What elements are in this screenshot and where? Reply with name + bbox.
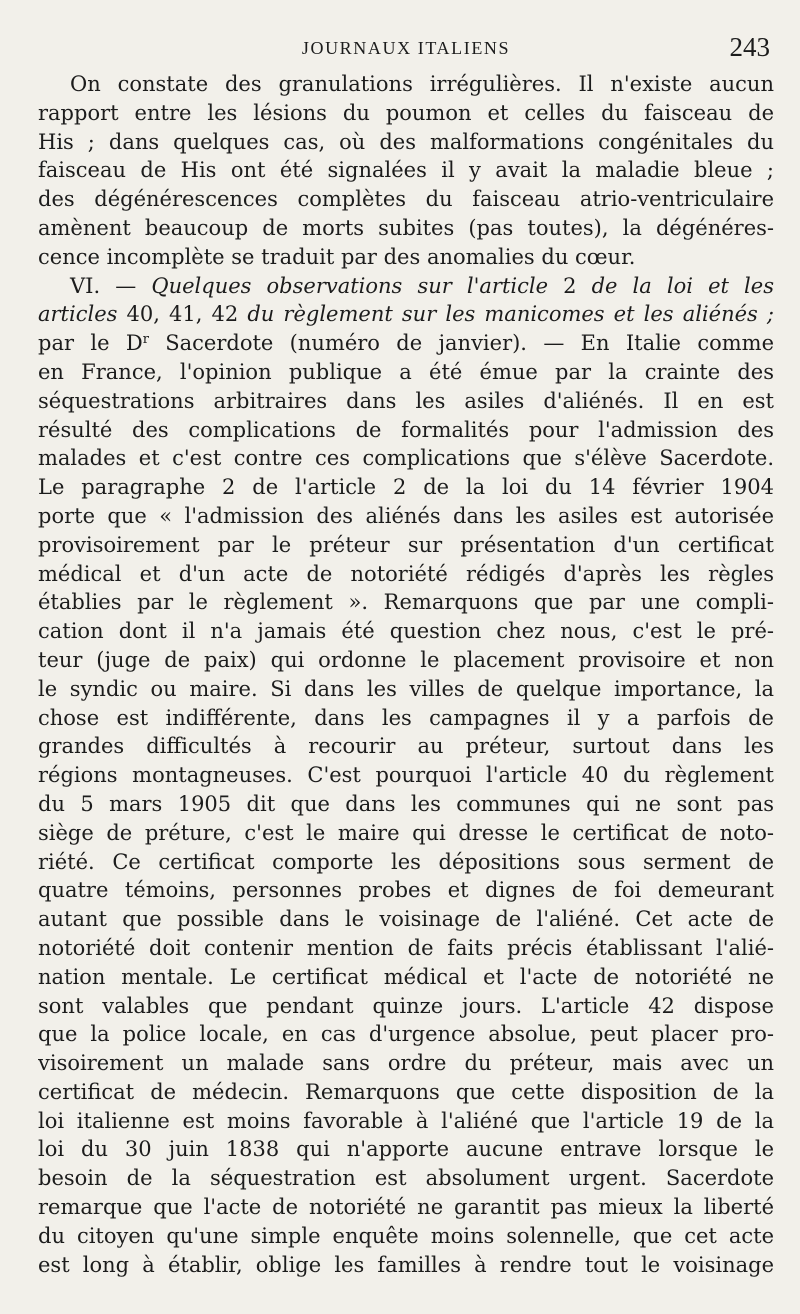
- text-line: quatre témoins, personnes probes et dignes de foi demeurant: [38, 878, 774, 903]
- text-line: grandes difficultés à recourir au préteur, surtout dans les: [38, 734, 774, 759]
- text-line: [38, 329, 774, 358]
- text-line: amènent beaucoup de morts subites (pas toutes), la dégénéres-: [38, 215, 774, 240]
- text-line: régions montagneuses. C'est pourquoi l'article 40 du règlement: [38, 763, 774, 788]
- text-line: loi du 30 juin 1838 qui n'apporte aucune entrave lorsque le: [38, 1137, 774, 1162]
- text-line: chose est indifférente, dans les campagnes il y a parfois de: [38, 705, 774, 730]
- text-line: siège de préture, c'est le maire qui dresse le certificat de noto-: [38, 820, 774, 845]
- text-line: remarque que l'acte de notoriété ne garantit pas mieux la liberté: [38, 1195, 774, 1220]
- text-line: que la police locale, en cas d'urgence absolue, peut placer pro-: [38, 1022, 774, 1047]
- section-title-italic: de la loi et les: [591, 273, 774, 298]
- text-line: faisceau de His ont été signalées il y avait la maladie bleue ;: [38, 158, 774, 183]
- text-line: His ; dans quelques cas, où des malformations congénitales du: [38, 129, 774, 154]
- text-line: cation dont il n'a jamais été question chez nous, c'est le pré-: [38, 619, 774, 644]
- text-line: du 5 mars 1905 dit que dans les communes qui ne sont pas: [38, 791, 774, 816]
- section-title-italic: Quelques observations sur l'article: [151, 273, 548, 298]
- text-line: riété. Ce certificat comporte les dépositions sous serment de: [38, 849, 774, 874]
- text-line: sont valables que pendant quinze jours. L'article 42 dispose: [38, 993, 774, 1018]
- text-line: besoin de la séquestration est absolument urgent. Sacerdote: [38, 1166, 774, 1191]
- text-line: Le paragraphe 2 de l'article 2 de la loi du 14 février 1904: [38, 475, 774, 500]
- text-line: des dégénérescences complètes du faisceau atrio-ventriculaire: [38, 187, 774, 212]
- page-header: [38, 30, 774, 70]
- text-line: notoriété doit contenir mention de faits précis établissant l'alié-: [38, 935, 774, 960]
- text-fragment: Sacerdote (numéro de janvier). — En Italie comme: [148, 331, 774, 356]
- section-heading-line: [38, 300, 774, 329]
- section-title-roman: 40, 41, 42: [117, 302, 248, 327]
- text-line: résulté des complications de formalités pour l'admission des: [38, 417, 774, 442]
- running-head: JOURNAUX ITALIENS: [301, 38, 511, 58]
- text-line: teur (juge de paix) qui ordonne le placement provisoire et non: [38, 647, 774, 672]
- text-line: certificat de médecin. Remarquons que cette disposition de la: [38, 1079, 774, 1104]
- text-line: cence incomplète se traduit par des anomalies du cœur.: [38, 244, 636, 269]
- text-line: loi italienne est moins favorable à l'aliéné que l'article 19 de la: [38, 1108, 774, 1133]
- text-line: établies par le règlement ». Remarquons que par une compli-: [38, 590, 774, 615]
- text-line: autant que possible dans le voisinage de l'aliéné. Cet acte de: [38, 907, 774, 932]
- text-line: du citoyen qu'une simple enquête moins solennelle, que cet acte: [38, 1223, 774, 1248]
- text-line: séquestrations arbitraires dans les asiles d'aliénés. Il en est: [38, 388, 774, 413]
- text-line: en France, l'opinion publique a été émue par la crainte des: [38, 359, 774, 384]
- text-line: visoirement un malade sans ordre du préteur, mais avec un: [38, 1051, 774, 1076]
- text-line: est long à établir, oblige les familles à rendre tout le voisinage: [38, 1252, 774, 1277]
- section-title-roman: 2: [548, 273, 592, 298]
- section-title-italic: du règlement sur les manicomes et les aliénés ;: [247, 302, 774, 327]
- text-line: provisoirement par le préteur sur présentation d'un certificat: [38, 532, 774, 557]
- section-number: VI. —: [70, 273, 152, 298]
- text-line: On constate des granulations irrégulières. Il n'existe aucun: [70, 72, 774, 96]
- section-title-italic: articles: [38, 302, 118, 327]
- text-fragment: par le D: [38, 331, 143, 356]
- text-line: nation mentale. Le certificat médical et l'acte de notoriété ne: [38, 964, 774, 989]
- text-line: le syndic ou maire. Si dans les villes de quelque importance, la: [38, 676, 774, 701]
- page-number: 243: [729, 32, 770, 62]
- text-line: malades et c'est contre ces complications que s'élève Sacerdote.: [38, 446, 774, 471]
- section-heading-line: [38, 272, 774, 301]
- body-text: [38, 70, 774, 1279]
- text-line: porte que « l'admission des aliénés dans les asiles est autorisée: [38, 503, 774, 528]
- text-line: médical et d'un acte de notoriété rédigés d'après les règles: [38, 561, 774, 586]
- superscript: r: [142, 332, 149, 348]
- text-line: rapport entre les lésions du poumon et celles du faisceau de: [38, 100, 774, 125]
